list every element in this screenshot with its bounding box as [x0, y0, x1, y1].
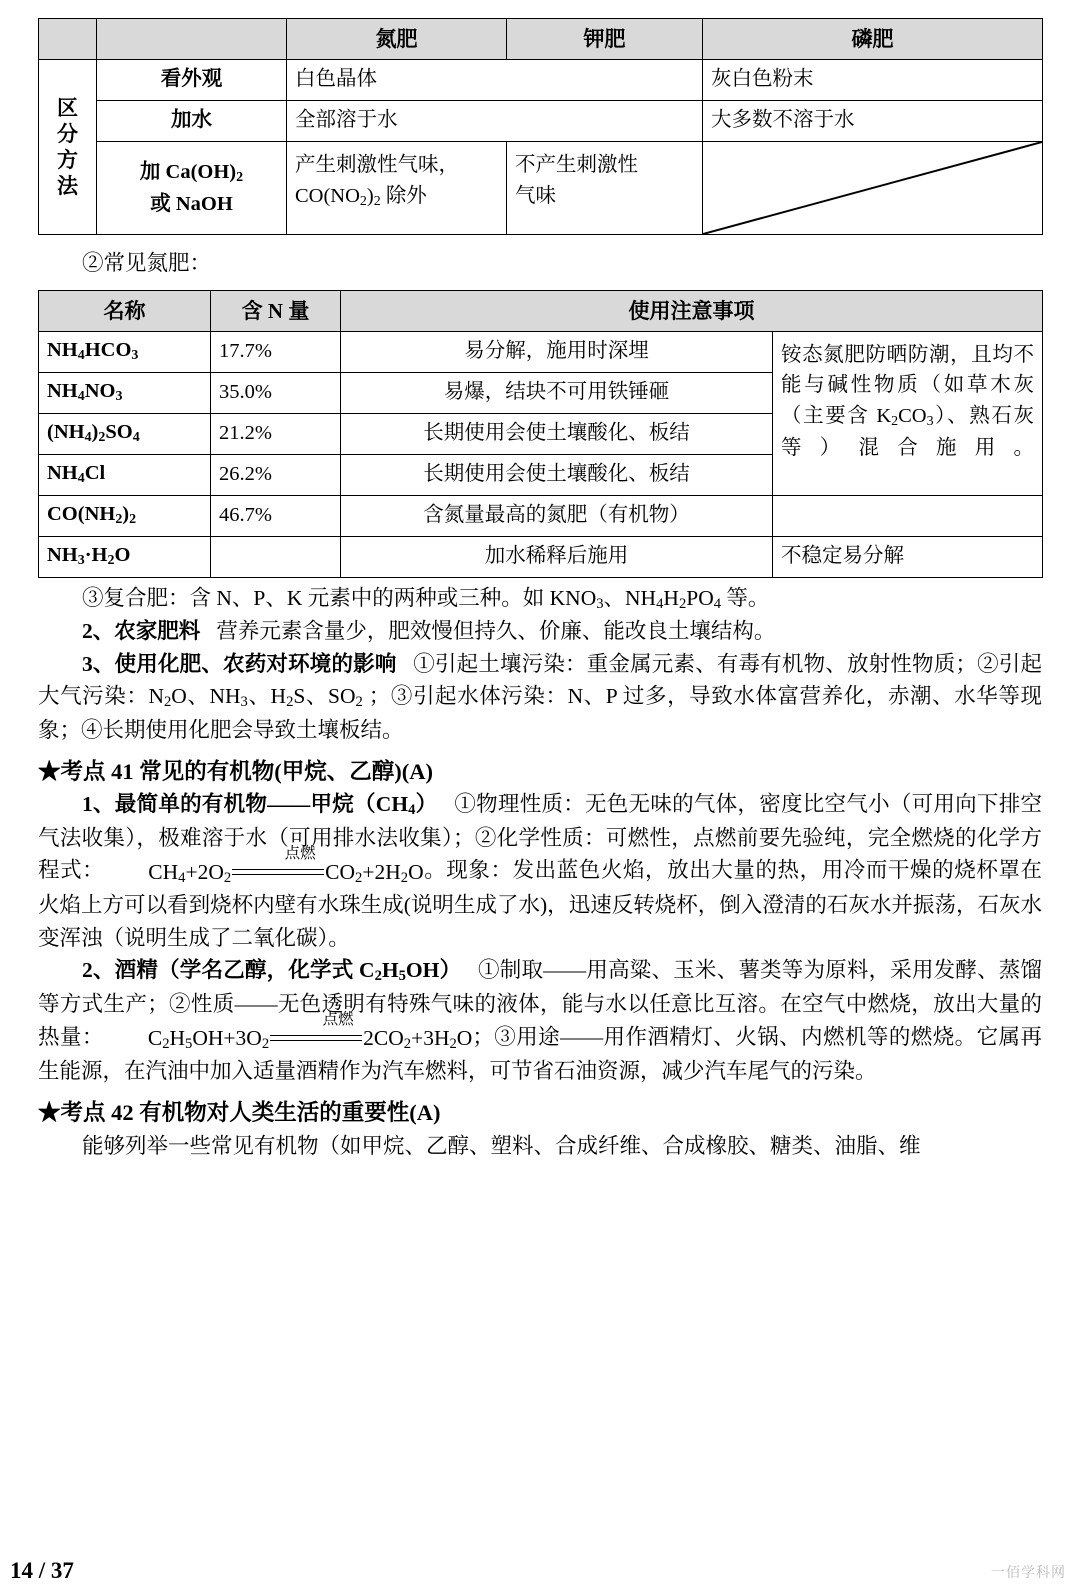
table-row	[39, 536, 1043, 577]
label-ethanol: 2、酒精（学名乙醇，化学式 $C_2H_5OH$）	[82, 958, 462, 985]
table-row	[39, 101, 1043, 142]
header-n-content: 含 N 量	[211, 290, 341, 331]
label-farm-fertilizer: 2、农家肥料	[82, 619, 201, 644]
fertilizer-distinguish-table	[38, 18, 1043, 235]
note-nh4hco3: 易分解，施用时深埋	[341, 331, 773, 372]
row-group-label-distinguish-method: 区 分 方 法	[39, 60, 97, 235]
n-content-nh4cl: 26.2%	[211, 454, 341, 495]
n-content-nh4hco3: 17.7%	[211, 331, 341, 372]
header-nitrogen-fertilizer: 氮肥	[287, 19, 507, 60]
page-content	[38, 18, 1042, 1162]
table-row	[39, 60, 1043, 101]
paragraph-compound-fertilizer: ③复合肥：含 N、P、K 元素中的两种或三种。如 $KNO_3$、$NH_4H_2PO_4$ 等。	[82, 585, 770, 612]
table-row	[39, 495, 1043, 536]
page-number: 14 / 37	[10, 1558, 74, 1583]
label-environment-impact: 3、使用化肥、农药对环境的影响	[82, 651, 397, 676]
table-row	[39, 19, 1043, 60]
paragraph-ethanol	[38, 954, 1042, 1088]
note-nh3-h2o: 加水稀释后施用	[341, 536, 773, 577]
header-usage-notes: 使用注意事项	[341, 290, 1043, 331]
paragraph-environment-impact: 3、使用化肥、农药对环境的影响 ①引起土壤污染：重金属元素、有毒有机物、放射性物质；②引起大气污染：$N_2O$、$NH_3$、$H_2S$、$SO_2$ ；③引起水体污染：N、P 过多，导致水体富营养化，赤潮、水华等现象；④长期使用化肥会导致土壤板结。	[38, 651, 1042, 742]
method-appearance: 看外观	[97, 60, 287, 101]
note-nh4-2so4: 长期使用会使土壤酸化、板结	[341, 413, 773, 454]
watermark-text: 一佰学科网	[991, 1566, 1066, 1581]
value-base-nitrogen: 产生刺激性气味， $CO(NO_2)_2$ 除外	[287, 142, 507, 235]
text-methane-a: ①物理性质：无色无味的气体，密度比空气小（可用向下排空气法收集），极难溶于水（可用排水法收集）；②化学性质：可燃性，点燃前要先验纯，完全燃烧的化学方程式：	[38, 792, 1042, 883]
heading-kaodian-42: ★考点 42 有机物对人类生活的重要性(A)	[38, 1100, 441, 1126]
chem-name-nh4-2so4: $(NH_4)_2SO_4$	[39, 413, 211, 454]
text-farm-fertilizer: 营养元素含量少，肥效慢但持久、价廉、能改良土壤结构。	[216, 619, 776, 644]
table-row	[39, 290, 1043, 331]
n-content-nh4no3: 35.0%	[211, 372, 341, 413]
note-conh2-2: 含氮量最高的氮肥（有机物）	[341, 495, 773, 536]
table-row	[39, 142, 1043, 235]
n-content-nh4-2so4: 21.2%	[211, 413, 341, 454]
method-add-base: 加 $Ca(OH)_2$ 或 NaOH	[97, 142, 287, 235]
n-content-nh3-h2o	[211, 536, 341, 577]
equation-methane-combustion: $CH_4+2O_2$ 点燃 $CO_2+2H_2O$	[148, 844, 424, 886]
nitrogen-fertilizer-table	[38, 290, 1043, 578]
side-note-unstable: 不稳定易分解	[773, 536, 1043, 577]
value-water-p: 大多数不溶于水	[703, 101, 1043, 142]
header-potassium-fertilizer: 钾肥	[507, 19, 703, 60]
value-appearance-nk: 白色晶体	[287, 60, 703, 101]
text-ethanol-a: ①制取——用高粱、玉米、薯类等为原料，采用发酵、蒸馏等方式生产；②性质——无色透明有特殊气味的液体，能与水以任意比互溶。在空气中燃烧，放出大量的热量：	[38, 958, 1043, 1049]
side-note-ammonium: 铵态氮肥防晒防潮，且均不能与碱性物质（如草木灰（主要含 $K_2CO_3$）、熟石灰等）混合施用。	[773, 331, 1043, 495]
label-methane: 1、最简单的有机物——甲烷$(CH_4)$	[82, 792, 438, 819]
cell-diagonal-strike	[703, 142, 1043, 235]
paragraph-compound-fertilizer-wrap	[38, 582, 1042, 615]
header-name: 名称	[39, 290, 211, 331]
heading-kaodian-41: ★考点 41 常见的有机物(甲烷、乙醇)(A)	[38, 758, 433, 784]
paragraph-methane	[38, 788, 1042, 954]
cell-empty-corner2	[97, 19, 287, 60]
document-page	[0, 18, 1080, 1590]
chem-name-nh4hco3: $NH_4HCO_3$	[39, 331, 211, 372]
value-water-nk: 全部溶于水	[287, 101, 703, 142]
section-label-common-nitrogen-fertilizer: ②常见氮肥：	[82, 251, 212, 275]
table-row	[39, 331, 1043, 372]
chem-name-nh3-h2o: $NH_3\cdot H_2O$	[39, 536, 211, 577]
method-add-water: 加水	[97, 101, 287, 142]
cell-empty-corner	[39, 19, 97, 60]
value-appearance-p: 灰白色粉末	[703, 60, 1043, 101]
note-nh4cl: 长期使用会使土壤酸化、板结	[341, 454, 773, 495]
text-methane-b: 。现象：发出蓝色火焰，放出大量的热，用冷而干燥的烧杯罩在火焰上方可以看到烧杯内壁有水珠生成(说明生成了水)，迅速反转烧杯，倒入澄清的石灰水并振荡，石灰水变浑浊（说明生成了二氧化碳）。	[38, 858, 1042, 950]
note-nh4no3: 易爆，结块不可用铁锤砸	[341, 372, 773, 413]
n-content-conh2-2: 46.7%	[211, 495, 341, 536]
chem-name-nh4cl: $NH_4Cl$	[39, 454, 211, 495]
value-base-potassium: 不产生刺激性 气味	[507, 142, 703, 235]
chem-name-conh2-2: $CO(NH_2)_2$	[39, 495, 211, 536]
paragraph-kaodian-42: 能够列举一些常见有机物（如甲烷、乙醇、塑料、合成纤维、合成橡胶、糖类、油脂、维	[82, 1133, 921, 1158]
equation-ethanol-combustion: $C_2H_5OH+3O_2$ 点燃 $2CO_2+3H_2O$	[147, 1010, 473, 1053]
chem-name-nh4no3: $NH_4NO_3$	[39, 372, 211, 413]
text-ethanol-b: ；③用途——用作酒精灯、火锅、内燃机等的燃烧。它属再生能源，在汽油中加入适量酒精作为汽车燃料，可节省石油资源，减少汽车尾气的污染。	[38, 1024, 1042, 1084]
paragraph-farm-fertilizer	[38, 615, 1042, 648]
side-note-empty	[773, 495, 1043, 536]
header-phosphate-fertilizer: 磷肥	[703, 19, 1043, 60]
